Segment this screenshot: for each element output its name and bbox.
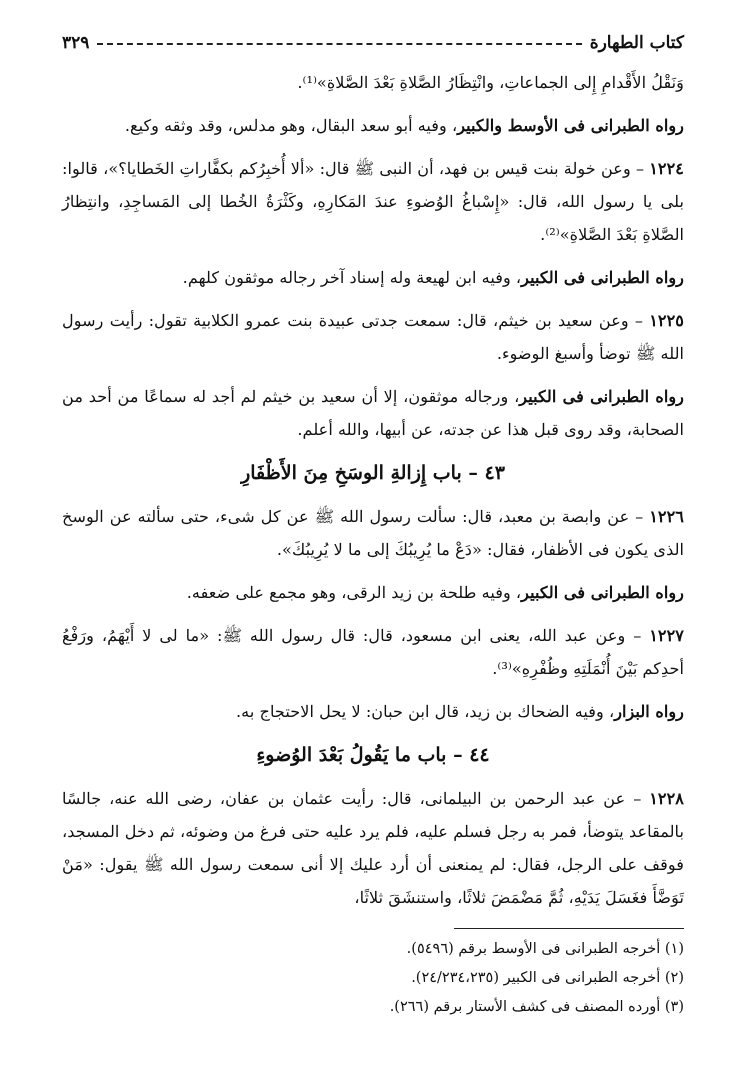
source-note	[62, 109, 684, 142]
body-text	[62, 66, 684, 914]
running-header	[62, 30, 684, 56]
source-text: ، وفيه أبو سعد البقال، وهو مدلس، وقد وثقه وكيع.	[124, 116, 458, 135]
hadith-text: – وعن خولة بنت قيس بن فهد، أن النبى ﷺ قال: «ألا أُخبِرُكم بكفَّاراتِ الخَطايا؟»، قالوا: بلى يا رسول الله، قال: «إِسْباغُ الوُضوءِ عندَ المَكارِهِ، وكَثْرَةُ الخُطا إلى المَساجِدِ، وانتِظارُ الصَّلاةِ بَعْدَ الصَّلاةِ»⁽²⁾.	[62, 159, 684, 244]
source-note	[62, 261, 684, 294]
hadith-paragraph	[62, 304, 684, 370]
source-text: ، وفيه الضحاك بن زيد، قال ابن حبان: لا يحل الاحتجاج به.	[236, 702, 615, 721]
hadith-number: ١٢٢٦	[649, 507, 684, 526]
footnotes	[62, 935, 684, 1022]
hadith-text: – عن عبد الرحمن بن البيلمانى، قال: رأيت عثمان بن عفان، رضى الله عنه، جالسًا بالمقاعد يتوضأ، فمر به رجل فسلم عليه، فلم يرد عليه حتى فرغ من وضوئه، ثم دخل المسجد، فوقف على الرجل، فقال: لم يمنعنى أن أرد عليك إلا أنى سمعت رسول الله ﷺ يقول: «مَنْ تَوَضَّأَ فغَسَلَ يَدَيْهِ، ثُمَّ مَضْمَضَ ثلاثًا، واستنشَقَ ثلاثًا،	[62, 789, 684, 907]
hadith-text: – عن وابصة بن معبد، قال: سألت رسول الله ﷺ عن كل شىء، حتى سألته عن الوسخ الذى يكون فى الأظفار، فقال: «دَعْ ما يُرِيبُكَ إلى ما لا يُرِيبُكَ».	[62, 507, 684, 559]
source-label: رواه البزار	[614, 702, 684, 721]
footnote: (٢) أخرجه الطبرانى فى الكبير (٢٤/٢٣٤،٢٣٥).	[411, 970, 684, 986]
footnote: (٣) أورده المصنف فى كشف الأستار برقم (٢٦٦).	[389, 999, 684, 1015]
hadith-number: ١٢٢٤	[649, 159, 684, 178]
hadith-text: – وعن سعيد بن خيثم، قال: سمعت جدتى عبيدة بنت عمرو الكلابية تقول: رأيت رسول الله ﷺ توضأ وأسبغ الوضوء.	[62, 311, 684, 363]
footnote: (١) أخرجه الطبرانى فى الأوسط برقم (٥٤٩٦).	[406, 941, 684, 957]
hadith-number: ١٢٢٨	[649, 789, 684, 808]
source-note	[62, 695, 684, 728]
source-note	[62, 380, 684, 446]
book-page	[62, 30, 684, 1070]
source-label: رواه الطبرانى فى الكبير	[521, 583, 684, 602]
source-note	[62, 576, 684, 609]
header-dashed-rule	[97, 43, 581, 45]
source-label: رواه الطبرانى فى الكبير	[519, 387, 684, 406]
section-heading: ٤٤ – باب ما يَقُولُ بَعْدَ الوُضوءِ	[256, 744, 490, 766]
hadith-paragraph	[62, 782, 684, 914]
source-text: ، وفيه طلحة بن زيد الرقى، وهو مجمع على ضعفه.	[186, 583, 522, 602]
text-paragraph: وَنَقْلُ الأَقْدامِ إِلى الجماعاتِ، وانْتِظَارُ الصَّلاةِ بَعْدَ الصَّلاةِ»⁽¹⁾.	[297, 73, 684, 92]
source-text: ، ورجاله موثقون، إلا أن سعيد بن خيثم لم أجد له سماعًا من أحد من الصحابة، وقد روى قبل هذا عن جدته، عن أبيها، والله أعلم.	[62, 387, 684, 439]
page-number: ٣٢٩	[62, 33, 90, 53]
hadith-text: – وعن عبد الله، يعنى ابن مسعود، قال: قال رسول الله ﷺ: «ما لى لا أَيْهَمُ، ورَفْعُ أحدِكم بَيْنَ أُنْمَلَتِهِ وظُفْرِهِ»⁽³⁾.	[62, 626, 684, 678]
hadith-paragraph	[62, 152, 684, 251]
hadith-number: ١٢٢٧	[649, 626, 684, 645]
source-text: ، وفيه ابن لهيعة وله إسناد آخر رجاله موثقون كلهم.	[182, 268, 522, 287]
footnote-separator	[454, 928, 684, 929]
hadith-paragraph	[62, 619, 684, 685]
book-title: كتاب الطهارة	[589, 33, 684, 53]
hadith-paragraph	[62, 500, 684, 566]
source-label: رواه الطبرانى فى الأوسط والكبير	[457, 116, 684, 135]
hadith-number: ١٢٢٥	[649, 311, 684, 330]
section-heading: ٤٣ – باب إِزالةِ الوسَخِ مِنَ الأَظْفَارِ	[241, 462, 505, 484]
source-label: رواه الطبرانى فى الكبير	[521, 268, 684, 287]
